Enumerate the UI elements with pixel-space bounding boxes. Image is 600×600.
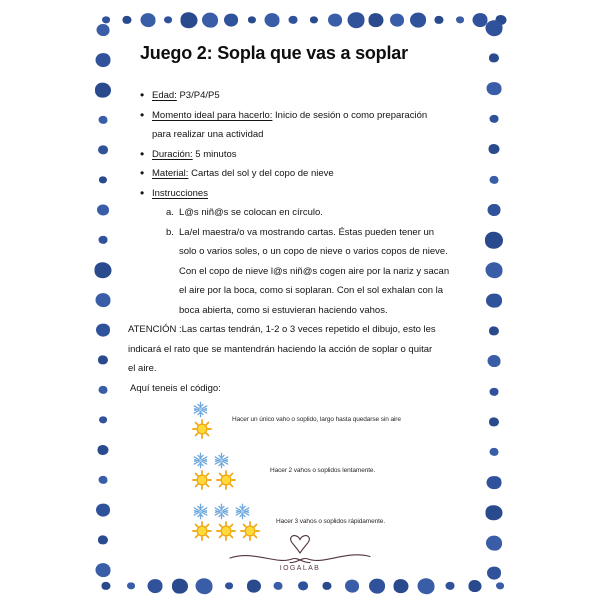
snowflake-row (192, 502, 260, 521)
heart-flourish-icon (228, 531, 372, 565)
border-dot (99, 236, 108, 244)
attention-line: indicará el rato que se mantendrán haciendo la acción de soplar o quitar (128, 343, 433, 355)
border-dot (310, 16, 318, 23)
border-dot (96, 293, 111, 307)
bullet-label: Instrucciones (152, 187, 208, 199)
border-dot (247, 580, 261, 593)
sun-icon (192, 419, 212, 439)
border-dot (99, 416, 107, 423)
border-dot (328, 14, 342, 27)
border-dot (390, 14, 404, 27)
code-icon-column (192, 400, 212, 439)
border-dot (140, 13, 155, 27)
border-dot (96, 324, 110, 337)
border-dot (97, 24, 110, 36)
border-dot (172, 579, 188, 594)
border-dot (323, 582, 332, 590)
snowflake-row (192, 400, 212, 419)
bullet-continuation: para realizar una actividad (152, 129, 264, 140)
sun-row (192, 470, 236, 490)
snowflake-icon (213, 503, 230, 520)
border-dot (487, 567, 501, 580)
border-dot (102, 16, 110, 23)
border-dot (96, 563, 111, 577)
bullet-item (128, 184, 498, 204)
border-dot (345, 580, 359, 593)
bullet-item (128, 145, 498, 165)
bullet-label: Duración: (152, 148, 193, 160)
border-dot (202, 13, 218, 28)
snowflake-row (192, 451, 236, 470)
instruction-list (166, 203, 498, 320)
instruction-line: La/el maestra/o va mostrando cartas. Éstas pueden tener un (179, 226, 435, 238)
instruction-item (166, 223, 498, 321)
border-dot (196, 578, 213, 594)
border-dot (410, 13, 426, 28)
border-dot (486, 20, 503, 36)
border-dot (369, 579, 385, 594)
bullet-text: Inicio de sesión o como preparación (272, 109, 428, 121)
border-dot (417, 578, 434, 594)
border-dot (347, 12, 364, 28)
bullet-item (128, 106, 498, 145)
border-dot (99, 116, 108, 124)
bullet-label: Material: (152, 168, 189, 179)
instruction-line: Con el copo de nieve l@s niñ@s cogen aire por la nariz y sacan (179, 265, 450, 277)
border-dot (127, 582, 135, 589)
border-dot (265, 13, 280, 27)
bullet-item (128, 86, 498, 106)
snowflake-icon (192, 401, 209, 418)
border-dot (164, 16, 172, 23)
border-dot (446, 582, 455, 590)
snowflake-icon (192, 452, 209, 469)
border-dot (98, 145, 108, 154)
page-title: Juego 2: Sopla que vas a soplar (140, 43, 408, 63)
code-intro: Aquí teneis el código: (130, 382, 221, 394)
border-dot (122, 16, 131, 24)
border-dot (96, 53, 111, 67)
border-dot (181, 12, 198, 28)
border-dot (456, 16, 464, 23)
code-caption: Hacer un único vaho o soplido, largo hasta quedarse sin aire (232, 416, 401, 423)
border-dot (496, 582, 504, 589)
code-caption: Hacer 3 vahos o soplidos rápidamente. (276, 518, 386, 525)
border-dot (98, 355, 108, 364)
bullet-item (128, 164, 498, 184)
sun-row (192, 419, 212, 439)
border-dot (148, 579, 163, 593)
border-dot (95, 83, 111, 98)
border-dot (469, 580, 482, 592)
attention-line: el aire. (128, 363, 157, 374)
border-dot (99, 386, 108, 394)
bullet-list (128, 86, 498, 203)
border-dot (369, 13, 384, 27)
border-dot (298, 581, 308, 590)
instruction-item (166, 203, 498, 223)
border-dot (274, 582, 283, 590)
worksheet (128, 40, 498, 553)
attention-line: ATENCIÓN :Las cartas tendrán, 1-2 o 3 veces repetido el dibujo, esto les (128, 324, 436, 335)
code-row (192, 400, 498, 439)
snowflake-icon (234, 503, 251, 520)
border-dot (99, 176, 107, 183)
instruction-line: L@s niñ@s se colocan en círculo. (179, 207, 323, 218)
footer (228, 531, 372, 572)
border-dot (289, 16, 298, 24)
instruction-marker: a. (166, 207, 174, 218)
bullet-text: Cartas del sol y del copo de nieve (188, 168, 334, 179)
border-dot (97, 204, 109, 215)
instruction-marker: b. (166, 226, 174, 238)
bullet-text: P3/P4/P5 (176, 90, 220, 101)
border-dot (434, 16, 443, 24)
border-dot (394, 579, 409, 593)
code-rows (192, 400, 498, 541)
bullet-label: Edad: (152, 90, 177, 101)
code-caption: Hacer 2 vahos o soplidos lentamente. (270, 467, 376, 474)
snowflake-icon (213, 452, 230, 469)
border-dot (98, 535, 108, 544)
border-dot (98, 445, 109, 455)
instruction-line: el aire por la boca, como si soplaran. Con el sol exhalan con la (179, 285, 444, 296)
code-icon-column (192, 451, 236, 490)
border-dot (95, 262, 112, 278)
sun-icon (192, 470, 212, 490)
bullet-text: 5 minutos (192, 148, 237, 160)
border-dot (224, 14, 238, 27)
code-row (192, 451, 498, 490)
attention-block (128, 320, 498, 379)
instruction-line: boca abierta, como si estuvieran haciendo vahos. (179, 304, 388, 316)
border-dot (96, 504, 110, 517)
bullet-label: Momento ideal para hacerlo: (152, 109, 273, 121)
border-dot (248, 16, 256, 23)
border-dot (225, 582, 233, 589)
logo-text: IOGALAB (279, 565, 321, 572)
sun-icon (192, 521, 212, 541)
instruction-line: solo o varios soles, o un copo de nieve o varios copos de nieve. (179, 246, 448, 257)
snowflake-icon (192, 503, 209, 520)
border-dot (102, 582, 111, 590)
sun-icon (216, 470, 236, 490)
border-dot (99, 476, 108, 484)
